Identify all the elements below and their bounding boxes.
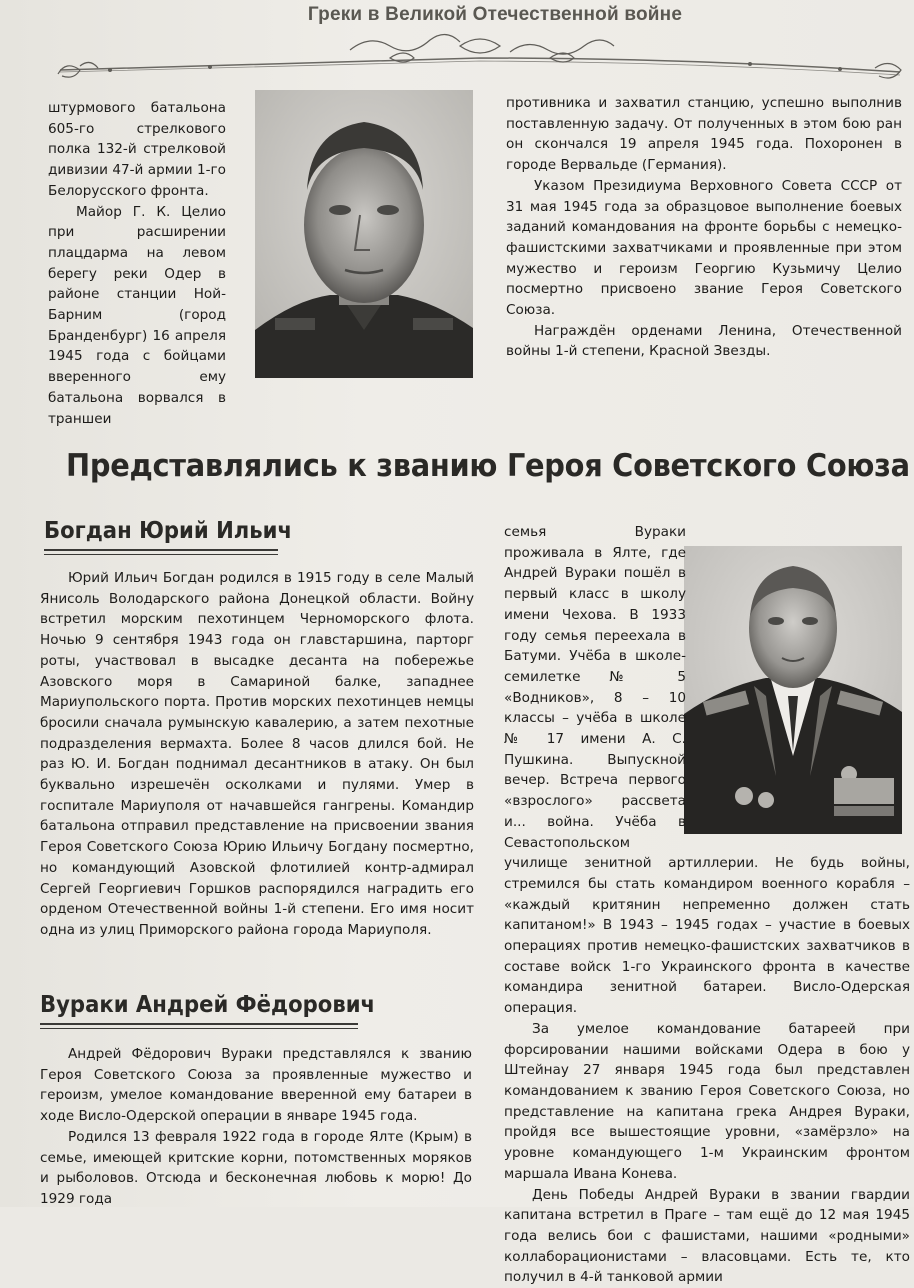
text-paragraph: семья Вураки проживала в Ялте, где Андрей Вураки пошёл в первый класс в школу имени Чехова. В 1933 году семья переехала в Батуми. Учёба в школе-семилетке № 5 «Водников», 8 – 10 классы – учёба в школе № 17 имени А. С. Пушкина. Выпускной вечер. Встреча первого «взрослого» рассвета и... война. Учёба в Севастопольском училище зенитной артиллерии. Не будь войны, стремился бы стать командиром военного корабля – «каждый критянин непременно должен стать капитаном!» В 1943 – 1945 годах – участие в боевых операциях против немецко-фашистских захватчиков в составе войск 1-го Украинского фронта в качестве командира зенитной батареи. Висло-Одерская операция. <box>504 522 910 1019</box>
text-paragraph: противника и захватил станцию, успешно выполнив поставленную задачу. От полученных в этом бою ран он скончался 19 апреля 1945 года. Похоронен в городе Вервальде (Германия). <box>506 93 902 176</box>
text-paragraph: Майор Г. К. Целио при расширении плацдарма на левом берегу реки Одер в районе станции Ной-Барним (город Бранденбург) 16 апреля 1945 года с бойцами вверенного ему батальона ворвался в траншеи <box>48 202 226 430</box>
text-paragraph: Родился 13 февраля 1922 года в городе Ялте (Крым) в семье, имеющей критские корни, потомственных моряков и рыболовов. Отсюда и бесконечная любовь к морю! До 1929 года <box>40 1127 472 1210</box>
bogdan-biography-text: Юрий Ильич Богдан родился в 1915 году в селе Малый Янисоль Володарского района Донецкой области. Войну встретил морским пехотинцем Черноморского флота. Ночью 9 сентября 1943 года он главстаршина, парторг роты, участвовал в высадке десанта на побережье Азовского моря в Самариной балке, западнее Мариупольского порта. Против морских пехотинцев немцы бросили сначала румынскую кавалерию, а затем пехотные подразделения вермахта. Более 8 часов длился бой. Не раз Ю. И. Богдан поднимал десантников в атаку. Он был буквально изрешечён осколками и пулями. Умер в госпитале Мариуполя от начавшейся гангрены. Командир батальона отправил представление на присвоении звания Героя Советского Союза Юрию Ильичу Богдану посмертно, но командующий Азовской флотилией контр-адмирал Сергей Георгиевич Горшков распорядился наградить его орденом Отечественной войны 1-й степени. Его имя носит одна из улиц Приморского района города Мариуполя. <box>40 568 474 941</box>
floral-ornament-divider <box>50 28 910 88</box>
heading-underline <box>44 549 278 551</box>
section-heading: Представлялись к званию Героя Советского Союза <box>66 448 838 484</box>
text-paragraph: День Победы Андрей Вураки в звании гвардии капитана встретил в Праге – там ещё до 12 мая 1945 года велись бои с фашистами, нашими «родными» коллаборационистами – власовцами. Есть те, кто получил в 4-й танковой армии <box>504 1185 910 1288</box>
portrait-float-spacer <box>686 522 910 844</box>
top-right-text-column <box>506 93 902 362</box>
heading-underline <box>40 1023 358 1025</box>
top-left-text-column <box>48 98 226 429</box>
heading-underline <box>44 554 278 555</box>
vuraki-left-text-column <box>40 1044 472 1210</box>
text-paragraph: Андрей Фёдорович Вураки представлялся к званию Героя Советского Союза за проявленные мужество и героизм, умелое командование вверенной ему батареи в ходе Висло-Одерской операции в январе 1945 года. <box>40 1044 472 1127</box>
text-paragraph: За умелое командование батареей при форсировании нашими войсками Одера в бою у Штейнау 27 января 1945 года был представлен командованием к званию Героя Советского Союза, но представление на капитана грека Андрея Вураки, пройдя все вышестоящие уровни, «замёрзло» на уровне командующего 1-м Украинским фронтом маршала Ивана Конева. <box>504 1019 910 1185</box>
text-paragraph: Награждён орденами Ленина, Отечественной войны 1-й степени, Красной Звезды. <box>506 321 902 362</box>
vuraki-right-text-column <box>504 522 910 1288</box>
vuraki-name-heading: Вураки Андрей Фёдорович <box>40 992 375 1018</box>
bogdan-name-heading: Богдан Юрий Ильич <box>44 518 292 544</box>
portrait-photo-tselio <box>255 90 473 378</box>
heading-underline <box>40 1028 358 1029</box>
text-paragraph: Указом Президиума Верховного Совета СССР от 31 мая 1945 года за образцовое выполнение боевых заданий командования на фронте борьбы с немецко-фашистскими захватчиками и проявленные при этом мужество и героизм Георгию Кузьмичу Целио посмертно присвоено звание Героя Советского Союза. <box>506 176 902 321</box>
text-paragraph: штурмового батальона 605-го стрелкового полка 132-й стрелковой дивизии 47-й армии 1-го Белорусского фронта. <box>48 98 226 202</box>
running-head-title: Греки в Великой Отечественной войне <box>300 4 690 32</box>
